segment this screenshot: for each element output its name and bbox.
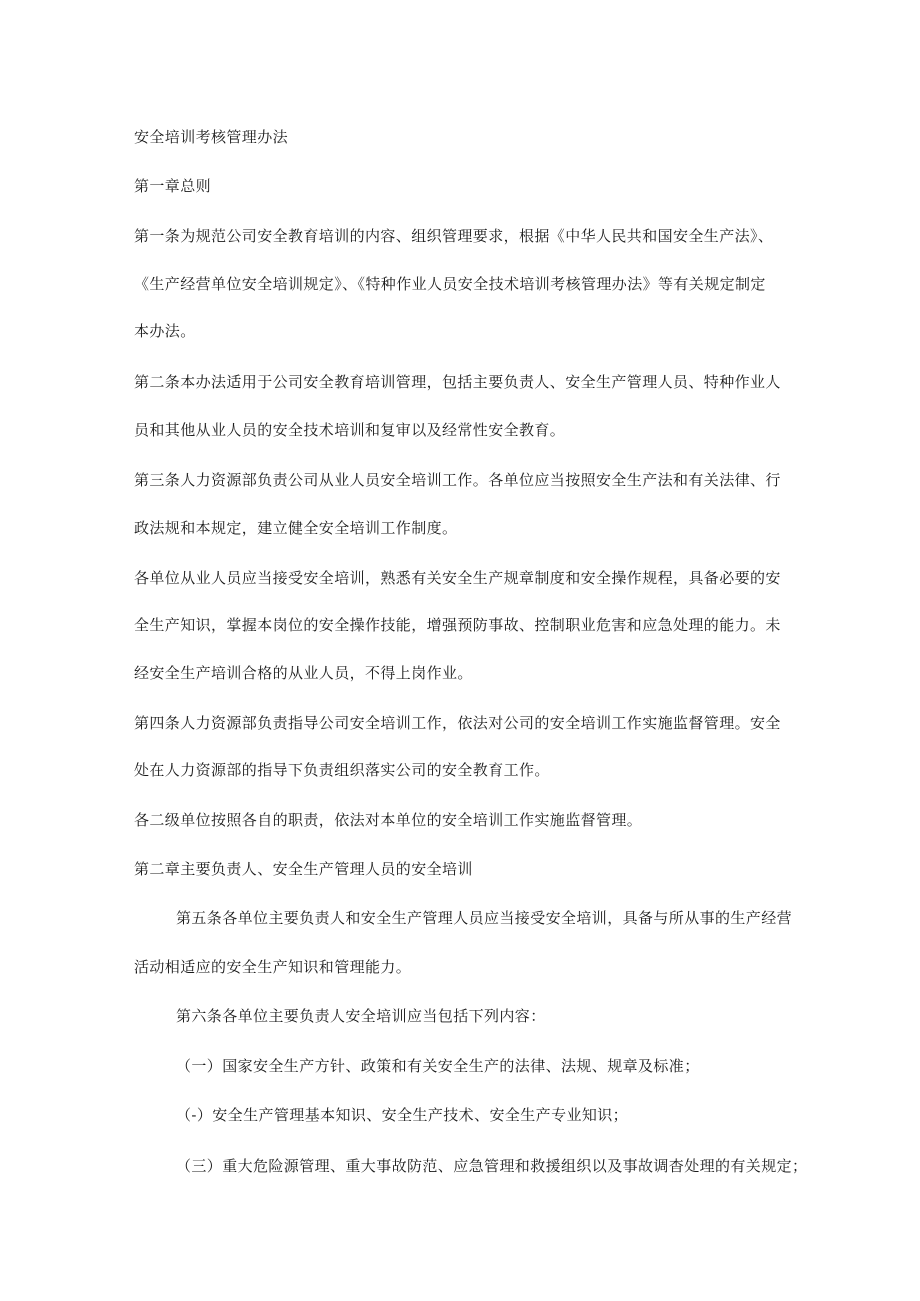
article-line: 《生产经营单位安全培训规定》、《特种作业人员安全技术培训考核管理办法》等有关规定制定 xyxy=(134,275,766,293)
article-line: 政法规和本规定，建立健全安全培训工作制度。 xyxy=(134,519,458,537)
article-line: 本办法。 xyxy=(134,322,196,340)
paragraph-line: 各单位从业人员应当接受安全培训，熟悉有关安全生产规章制度和安全操作规程，具备必要的安 xyxy=(134,569,781,587)
article-line: 第三条人力资源部负责公司从业人员安全培训工作。各单位应当按照安全生产法和有关法律、行 xyxy=(134,471,781,489)
chapter-heading: 第二章主要负责人、安全生产管理人员的安全培训 xyxy=(134,860,473,878)
paragraph-line: 各二级单位按照各自的职责，依法对本单位的安全培训工作实施监督管理。 xyxy=(134,811,643,829)
paragraph-line: 经安全生产培训合格的从业人员，不得上岗作业。 xyxy=(134,664,473,682)
article-line: 第一条为规范公司安全教育培训的内容、组织管理要求，根据《中华人民共和国安全生产法》、 xyxy=(134,227,774,245)
article-line: 活动相适应的安全生产知识和管理能力。 xyxy=(134,958,412,976)
article-line: 第二条本办法适用于公司安全教育培训管理，包括主要负责人、安全生产管理人员、特种作业人 xyxy=(134,373,781,391)
article-line: 处在人力资源部的指导下负责组织落实公司的安全教育工作。 xyxy=(134,761,550,779)
paragraph-line: 全生产知识，掌握本岗位的安全操作技能，增强预防事故、控制职业危害和应急处理的能力。未 xyxy=(134,616,781,634)
list-item: （三）重大危险源管理、重大事故防范、应急管理和救援组织以及事故调杳处理的有关规定； xyxy=(176,1157,808,1175)
article-line: 第五条各单位主要负责人和安全生产管理人员应当接受安全培训，具备与所从事的生产经营 xyxy=(176,909,793,927)
document-title: 安全培训考核管理办法 xyxy=(134,128,289,146)
article-line: 第四条人力资源部负责指导公司安全培训工作，依法对公司的安全培训工作实施监督管理。安全 xyxy=(134,714,781,732)
list-item: （-）安全生产管理基本知识、安全生产技术、安全生产专业知识； xyxy=(176,1106,629,1124)
article-line: 员和其他从业人员的安全技术培训和复审以及经常性安全教育。 xyxy=(134,421,566,439)
list-item: （一）国家安全生产方针、政策和有关安全生产的法律、法规、规章及标准； xyxy=(176,1057,700,1075)
chapter-heading: 第一章总则 xyxy=(134,177,212,195)
article-line: 第六条各单位主要负责人安全培训应当包括下列内容： xyxy=(176,1007,546,1025)
